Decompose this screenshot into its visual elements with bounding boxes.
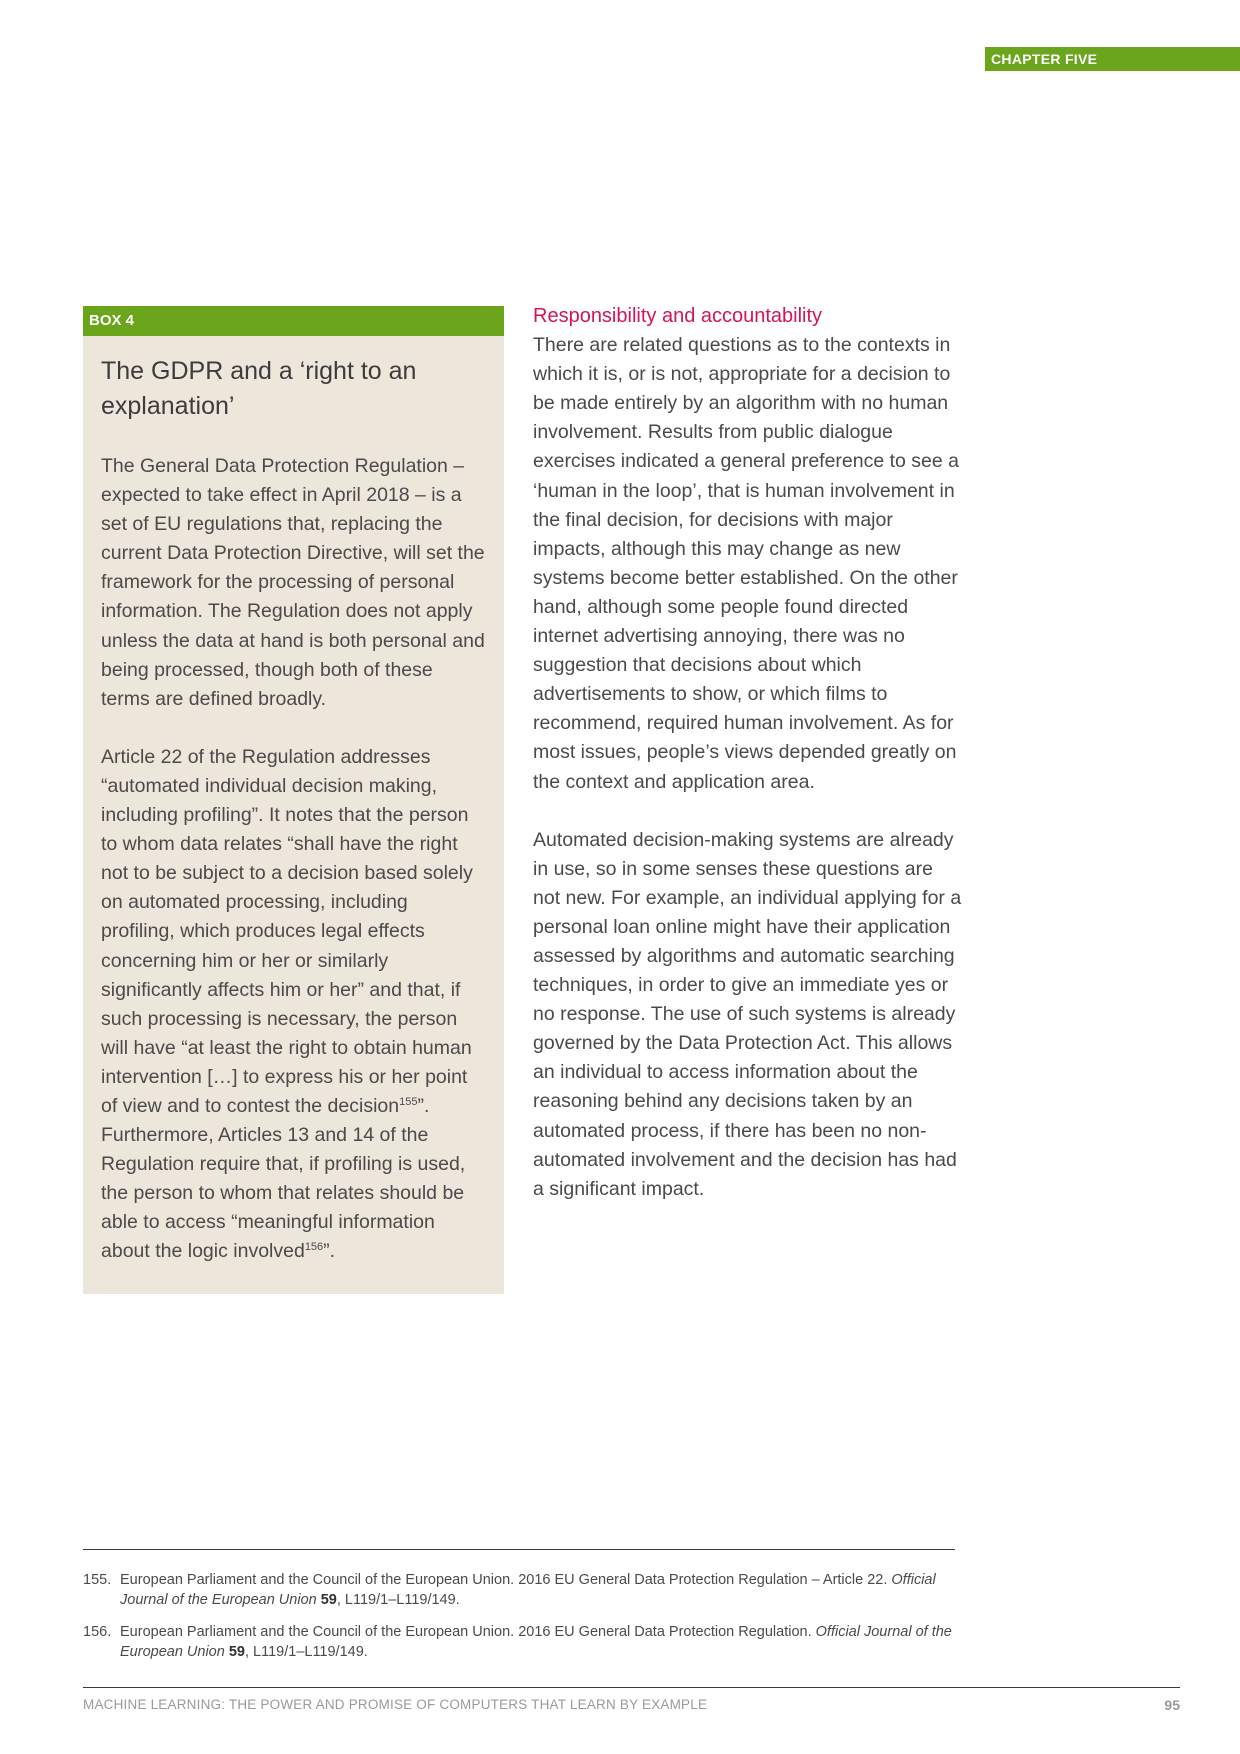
- box-paragraph: [101, 743, 486, 1267]
- footer-divider: [83, 1687, 1180, 1688]
- footnote-citation: European Parliament and the Council of the European Union. 2016 EU General Data Protection Regulation – Article 22.: [120, 1572, 892, 1588]
- main-column: [533, 302, 963, 1204]
- footnote-text: [120, 1622, 963, 1662]
- box-paragraph: The General Data Protection Regulation – expected to take effect in April 2018 – is a set of EU regulations that, replacing the current Data Protection Directive, will set the framework for the processing of personal information. The Regulation does not apply unless the data at hand is both personal and being processed, though both of these terms are defined broadly.: [101, 455, 485, 710]
- footnote-citation: European Parliament and the Council of the European Union. 2016 EU General Data Protection Regulation.: [120, 1624, 816, 1640]
- footnote-journal: Official Journal of the European Union: [120, 1624, 952, 1660]
- chapter-label: CHAPTER FIVE: [985, 47, 1240, 71]
- footnote-pages: , L119/1–L119/149.: [336, 1592, 460, 1608]
- footnote-divider: [83, 1549, 955, 1550]
- sidebar-box: [83, 306, 504, 1294]
- footnote-number: 155.: [83, 1572, 112, 1588]
- footnote-ref[interactable]: 155: [399, 1095, 418, 1108]
- page-number: 95: [1164, 1697, 1180, 1713]
- footnote-text: [120, 1570, 963, 1610]
- footnote-pages: , L119/1–L119/149.: [244, 1644, 368, 1660]
- box-label: BOX 4: [83, 306, 504, 336]
- body-paragraph: There are related questions as to the contexts in which it is, or is not, appropriate for a decision to be made entirely by an algorithm with no human involvement. Results from public dialogue exercises indicated a general preference to see a ‘human in the loop’, that is human involvement in the final decision, for decisions with major impacts, although this may change as new systems become better established. On the other hand, although some people found directed internet advertising annoying, there was no suggestion that decisions about which advertisements to show, or which films to recommend, required human involvement. As for most issues, people’s views depended greatly on the context and application area.: [533, 334, 960, 793]
- box-paragraph-text: ”. Furthermore, Articles 13 and 14 of the Regulation require that, if profiling is used, the person to whom that relates should be able to access “meaningful information about the logic involved: [101, 1094, 466, 1263]
- running-title: MACHINE LEARNING: THE POWER AND PROMISE OF COMPUTERS THAT LEARN BY EXAMPLE: [83, 1697, 708, 1712]
- section-heading: Responsibility and accountability: [533, 305, 823, 327]
- box-paragraph-text: ”.: [323, 1240, 336, 1263]
- footnote: [83, 1622, 963, 1662]
- box-title: The GDPR and a ‘right to an explanation’: [101, 357, 417, 420]
- footnote-volume: 59: [320, 1592, 337, 1608]
- footnote-journal: Official Journal of the European Union: [120, 1572, 936, 1608]
- footnote-volume: 59: [228, 1644, 245, 1660]
- body-paragraph: Automated decision-making systems are already in use, so in some senses these questions are not new. For example, an individual applying for a personal loan online might have their application assessed by algorithms and automatic searching techniques, in order to give an immediate yes or no response. The use of such systems is already governed by the Data Protection Act. This allows an individual to access information about the reasoning behind any decisions taken by an automated process, if there has been no non-automated involvement and the decision has had a significant impact.: [533, 828, 962, 1200]
- box-paragraph-text: Article 22 of the Regulation addresses “automated individual decision making, including profiling”. It notes that the person to whom data relates “shall have the right not to be subject to a decision based solely on automated processing, including profiling, which produces legal effects concerning him or her or similarly significantly affects him or her” and that, if such processing is necessary, the person will have “at least the right to obtain human intervention […] to express his or her point of view and to contest the decision: [101, 745, 473, 1117]
- box-body: [101, 452, 486, 1267]
- footnotes: [83, 1570, 963, 1674]
- footnote-ref[interactable]: 156: [304, 1241, 324, 1254]
- footnote: [83, 1570, 963, 1610]
- footnote-number: 156.: [83, 1624, 112, 1640]
